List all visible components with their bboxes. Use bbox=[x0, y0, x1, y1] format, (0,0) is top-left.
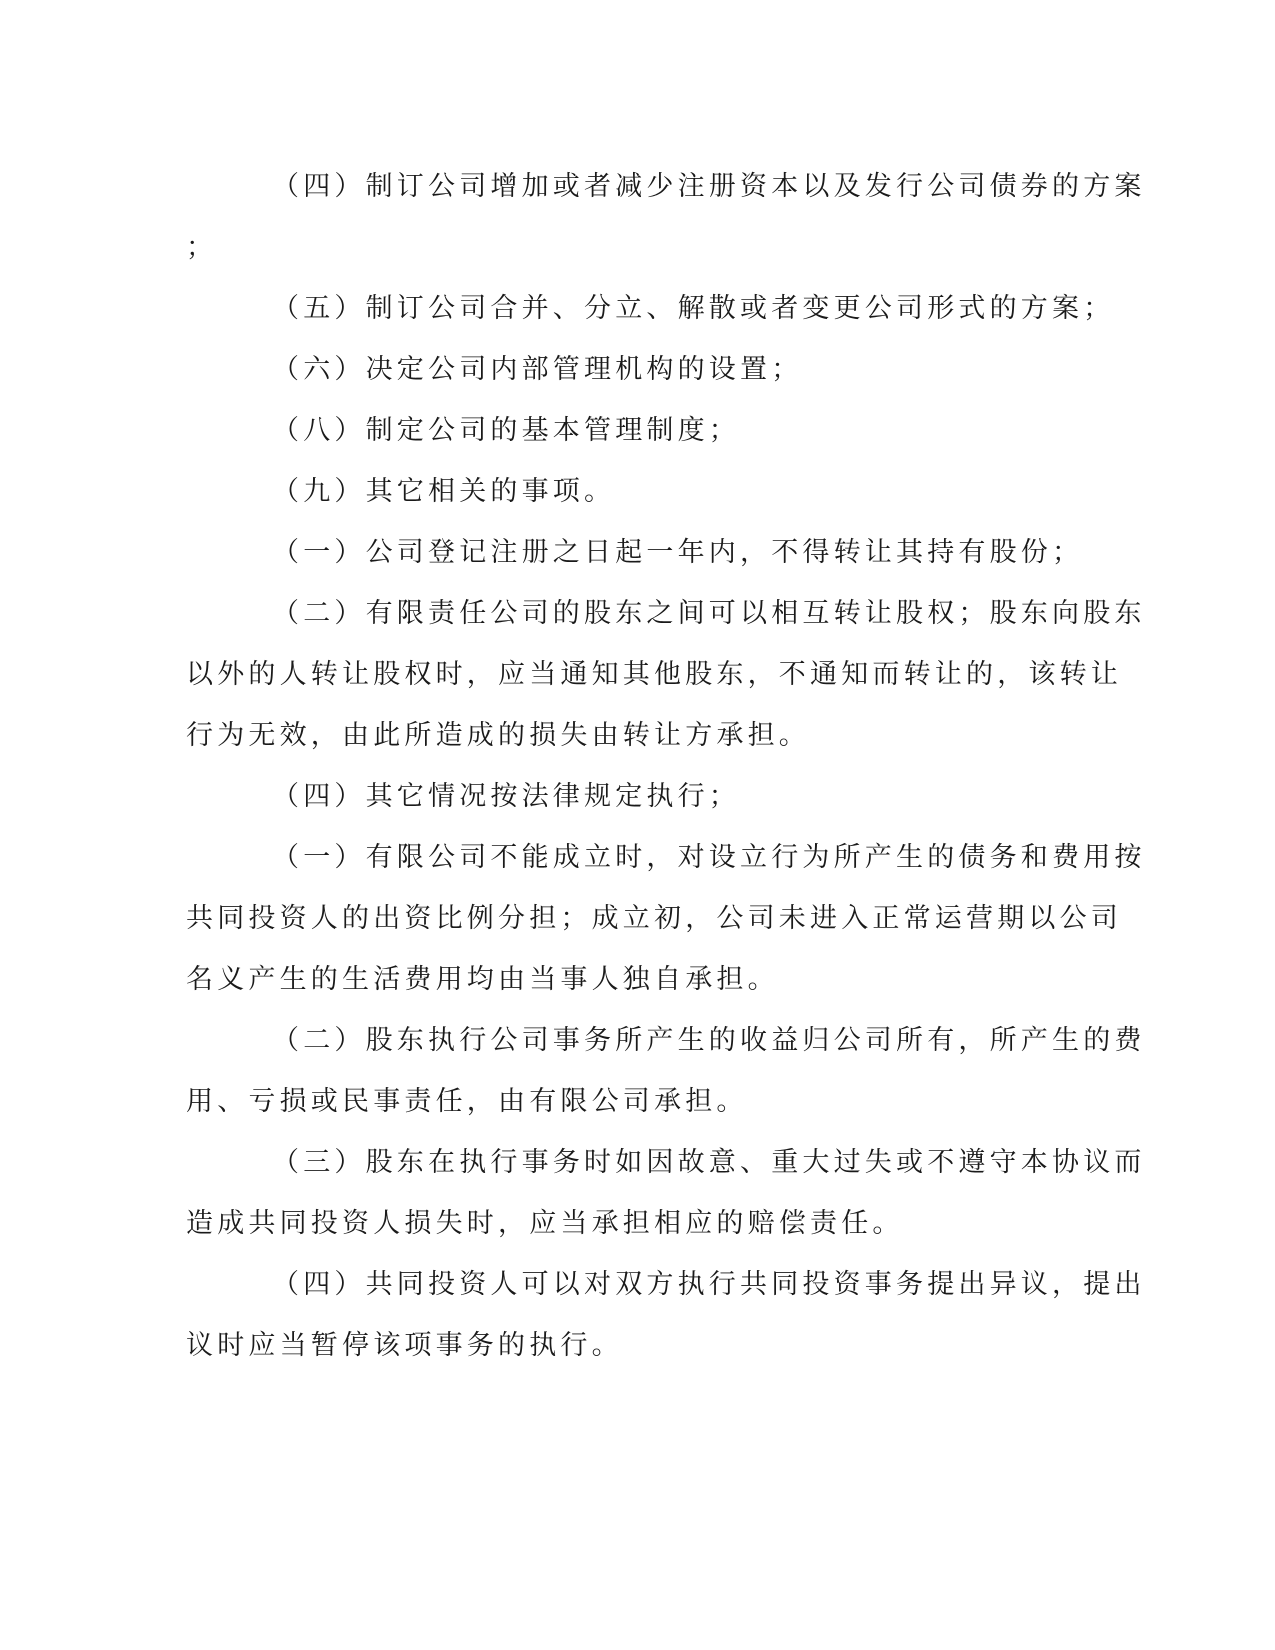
liability-clause-2: （二）股东执行公司事务所产生的收益归公司所有，所产生的费 bbox=[272, 1025, 1146, 1056]
share-transfer-clause-2-line-3: 行为无效，由此所造成的损失由转让方承担。 bbox=[186, 720, 810, 751]
clause-6-internal-structure: （六）决定公司内部管理机构的设置； bbox=[272, 354, 803, 385]
document-body bbox=[186, 156, 1146, 1376]
share-transfer-clause-4: （四）其它情况按法律规定执行； bbox=[272, 781, 740, 812]
liability-clause-1-line-3: 名义产生的生活费用均由当事人独自承担。 bbox=[186, 964, 779, 995]
liability-clause-3: （三）股东在执行事务时如因故意、重大过失或不遵守本协议而 bbox=[272, 1147, 1146, 1178]
share-transfer-clause-2: （二）有限责任公司的股东之间可以相互转让股权；股东向股东 bbox=[272, 598, 1146, 629]
clause-9-other-matters: （九）其它相关的事项。 bbox=[272, 476, 616, 507]
clause-5-merger-plan: （五）制订公司合并、分立、解散或者变更公司形式的方案； bbox=[272, 293, 1115, 324]
share-transfer-clause-1: （一）公司登记注册之日起一年内，不得转让其持有股份； bbox=[272, 537, 1084, 568]
clause-4-capital-plan-continuation: ； bbox=[186, 232, 218, 263]
clause-8-management-system: （八）制定公司的基本管理制度； bbox=[272, 415, 740, 446]
liability-clause-3-line-2: 造成共同投资人损失时，应当承担相应的赔偿责任。 bbox=[186, 1208, 904, 1239]
liability-clause-1-line-2: 共同投资人的出资比例分担；成立初，公司未进入正常运营期以公司 bbox=[186, 903, 1122, 934]
clause-4-capital-plan: （四）制订公司增加或者减少注册资本以及发行公司债券的方案 bbox=[272, 171, 1146, 202]
share-transfer-clause-2-line-2: 以外的人转让股权时，应当通知其他股东，不通知而转让的，该转让 bbox=[186, 659, 1122, 690]
liability-clause-2-line-2: 用、亏损或民事责任，由有限公司承担。 bbox=[186, 1086, 748, 1117]
liability-clause-4: （四）共同投资人可以对双方执行共同投资事务提出异议，提出 bbox=[272, 1269, 1146, 1300]
liability-clause-4-line-2: 议时应当暂停该项事务的执行。 bbox=[186, 1330, 623, 1361]
liability-clause-1: （一）有限公司不能成立时，对设立行为所产生的债务和费用按 bbox=[272, 842, 1146, 873]
